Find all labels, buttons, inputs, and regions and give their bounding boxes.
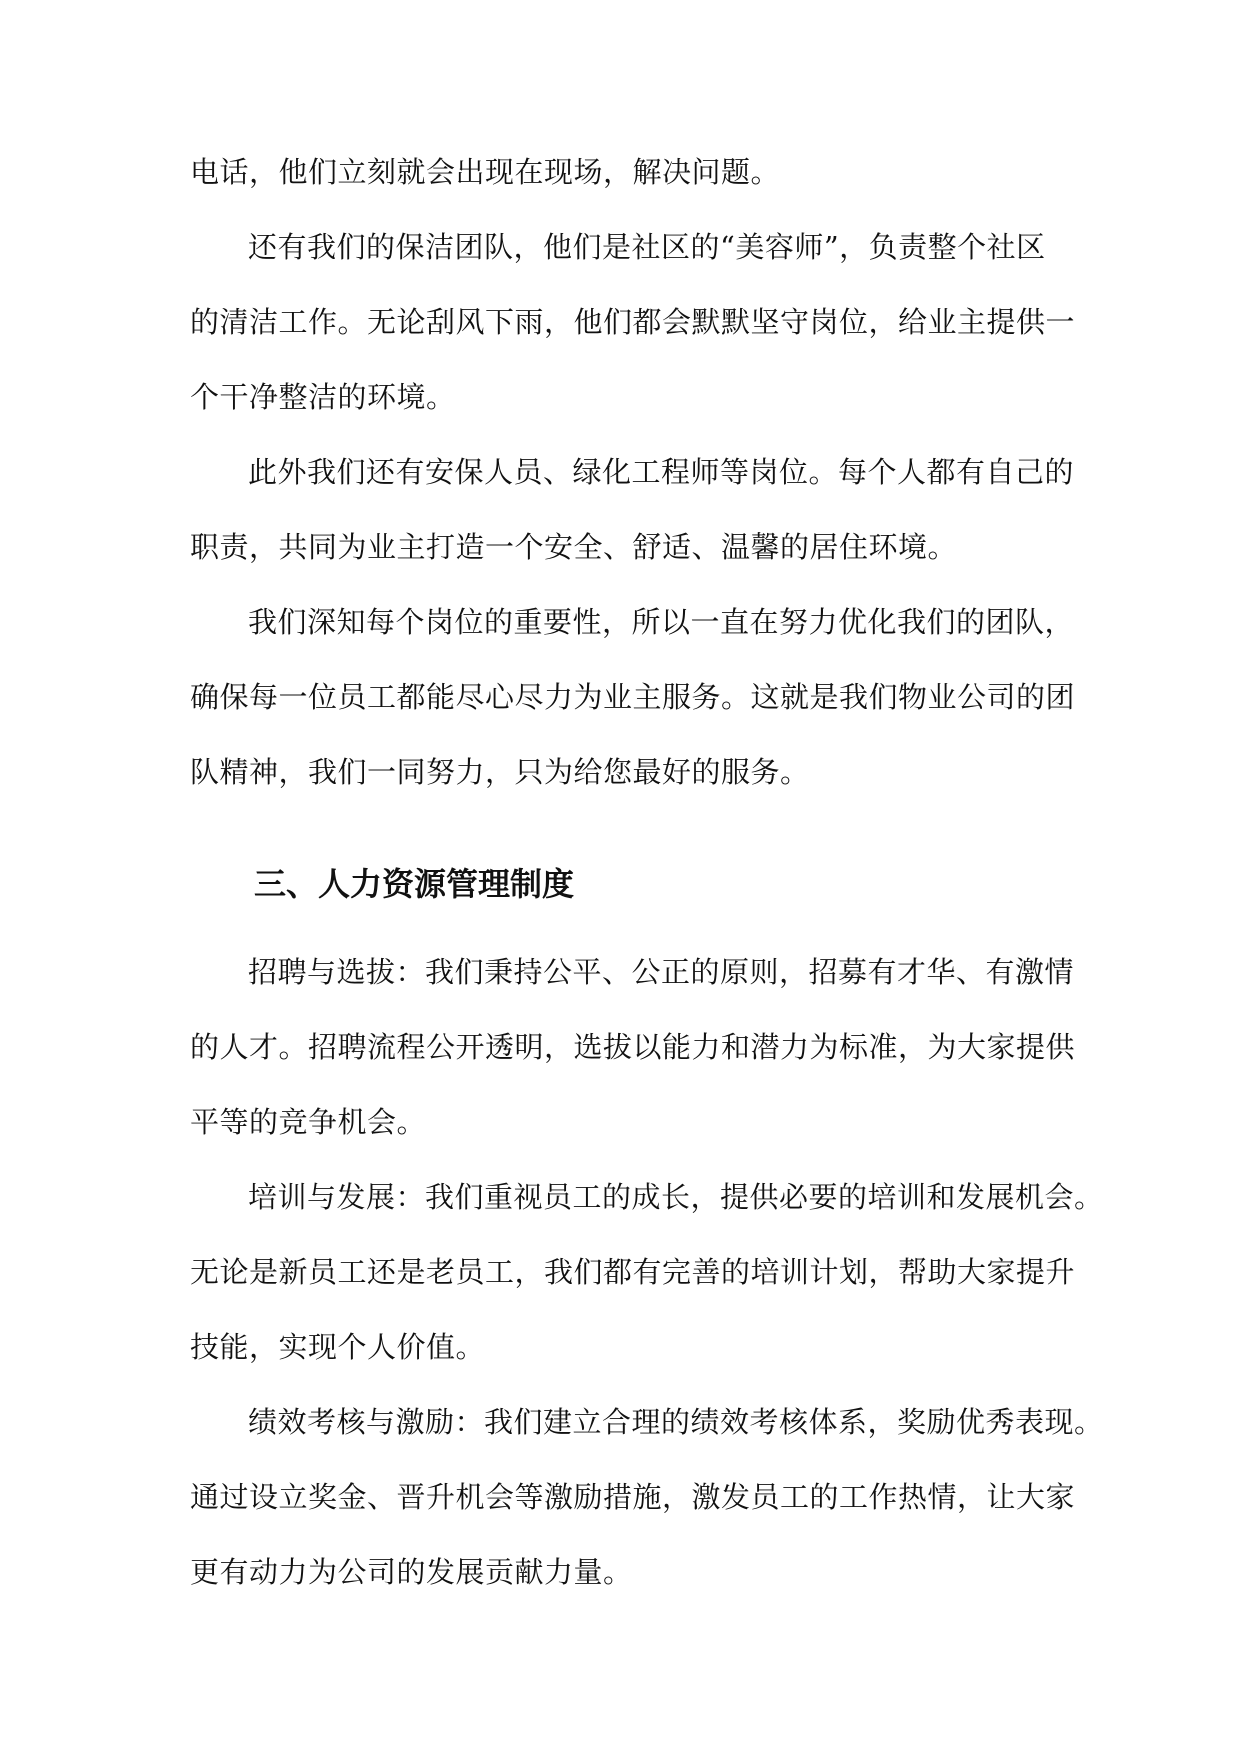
text-line: 还有我们的保洁团队，他们是社区的“美容师”，负责整个社区 xyxy=(248,230,1046,264)
text-line: 绩效考核与激励：我们建立合理的绩效考核体系，奖励优秀表现。 xyxy=(248,1405,1104,1439)
text-line: 更有动力为公司的发展贡献力量。 xyxy=(190,1555,633,1589)
text-line: 培训与发展：我们重视员工的成长，提供必要的培训和发展机会。 xyxy=(248,1180,1104,1214)
text-line: 队精神，我们一同努力，只为给您最好的服务。 xyxy=(190,755,810,789)
section-1-text xyxy=(190,135,1076,810)
text-line: 招聘与选拔：我们秉持公平、公正的原则，招募有才华、有激情 xyxy=(248,955,1075,989)
text-line: 无论是新员工还是老员工，我们都有完善的培训计划，帮助大家提升 xyxy=(190,1255,1076,1289)
section-heading: 三、人力资源管理制度 xyxy=(254,865,575,903)
text-line: 此外我们还有安保人员、绿化工程师等岗位。每个人都有自己的 xyxy=(248,455,1075,489)
text-line: 个干净整洁的环境。 xyxy=(190,380,456,414)
text-line: 的人才。招聘流程公开透明，选拔以能力和潜力为标准，为大家提供 xyxy=(190,1030,1076,1064)
text-line: 我们深知每个岗位的重要性，所以一直在努力优化我们的团队， xyxy=(248,605,1075,639)
text-line: 的清洁工作。无论刮风下雨，他们都会默默坚守岗位，给业主提供一 xyxy=(190,305,1076,339)
text-line: 通过设立奖金、晋升机会等激励措施，激发员工的工作热情，让大家 xyxy=(190,1480,1076,1514)
text-line: 确保每一位员工都能尽心尽力为业主服务。这就是我们物业公司的团 xyxy=(190,680,1076,714)
text-line: 技能，实现个人价值。 xyxy=(190,1330,486,1364)
text-line: 电话，他们立刻就会出现在现场，解决问题。 xyxy=(190,155,781,189)
text-line: 平等的竞争机会。 xyxy=(190,1105,427,1139)
text-line: 职责，共同为业主打造一个安全、舒适、温馨的居住环境。 xyxy=(190,530,958,564)
section-2-text xyxy=(190,935,1104,1610)
